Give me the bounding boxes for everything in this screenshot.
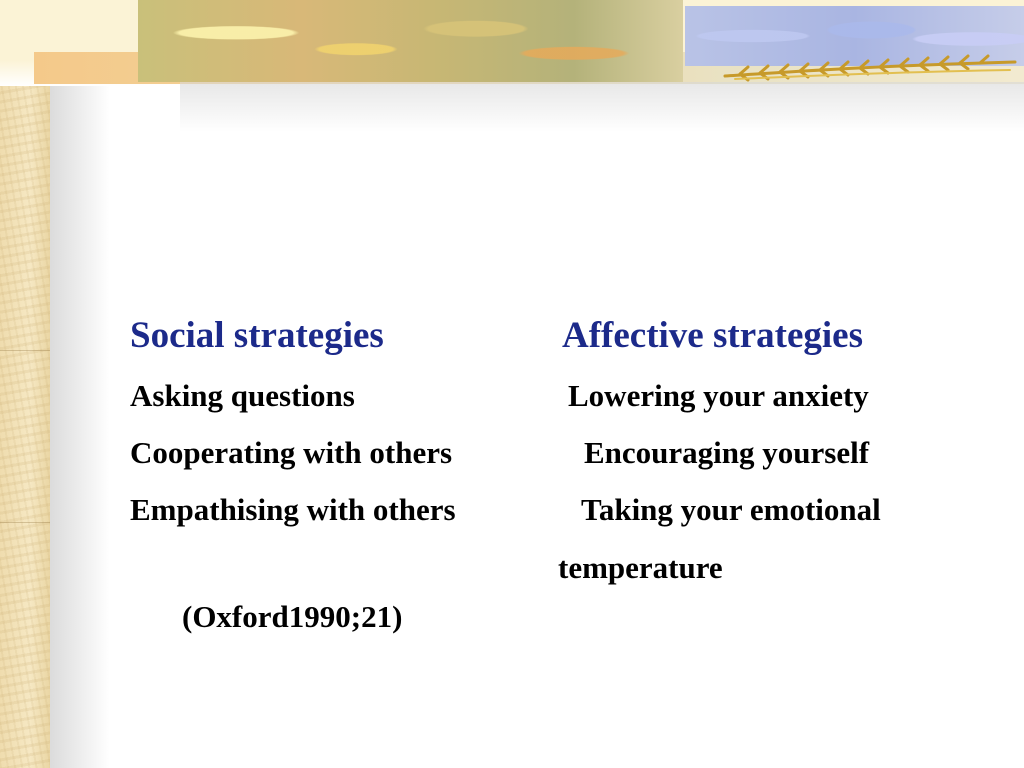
leaves-banner-image (138, 0, 683, 82)
citation: (Oxford1990;21) (182, 599, 403, 634)
strip-shadow (50, 80, 110, 768)
heading-affective-strategies: Affective strategies (562, 315, 863, 356)
top-banner (0, 0, 1024, 86)
heading-social-strategies: Social strategies (130, 315, 384, 356)
wheat-image (720, 52, 1020, 82)
parchment-strip (0, 0, 50, 768)
social-item: Cooperating with others (130, 435, 453, 470)
affective-item: Taking your emotional (581, 492, 881, 527)
banner-shadow (180, 82, 1024, 132)
social-item: Empathising with others (130, 492, 456, 527)
affective-item: Encouraging yourself (584, 435, 870, 470)
affective-item: Lowering your anxiety (568, 378, 869, 413)
social-item: Asking questions (130, 378, 355, 413)
strip-seam (0, 522, 50, 523)
strip-seam (0, 350, 50, 351)
affective-item-continuation: temperature (558, 550, 723, 585)
